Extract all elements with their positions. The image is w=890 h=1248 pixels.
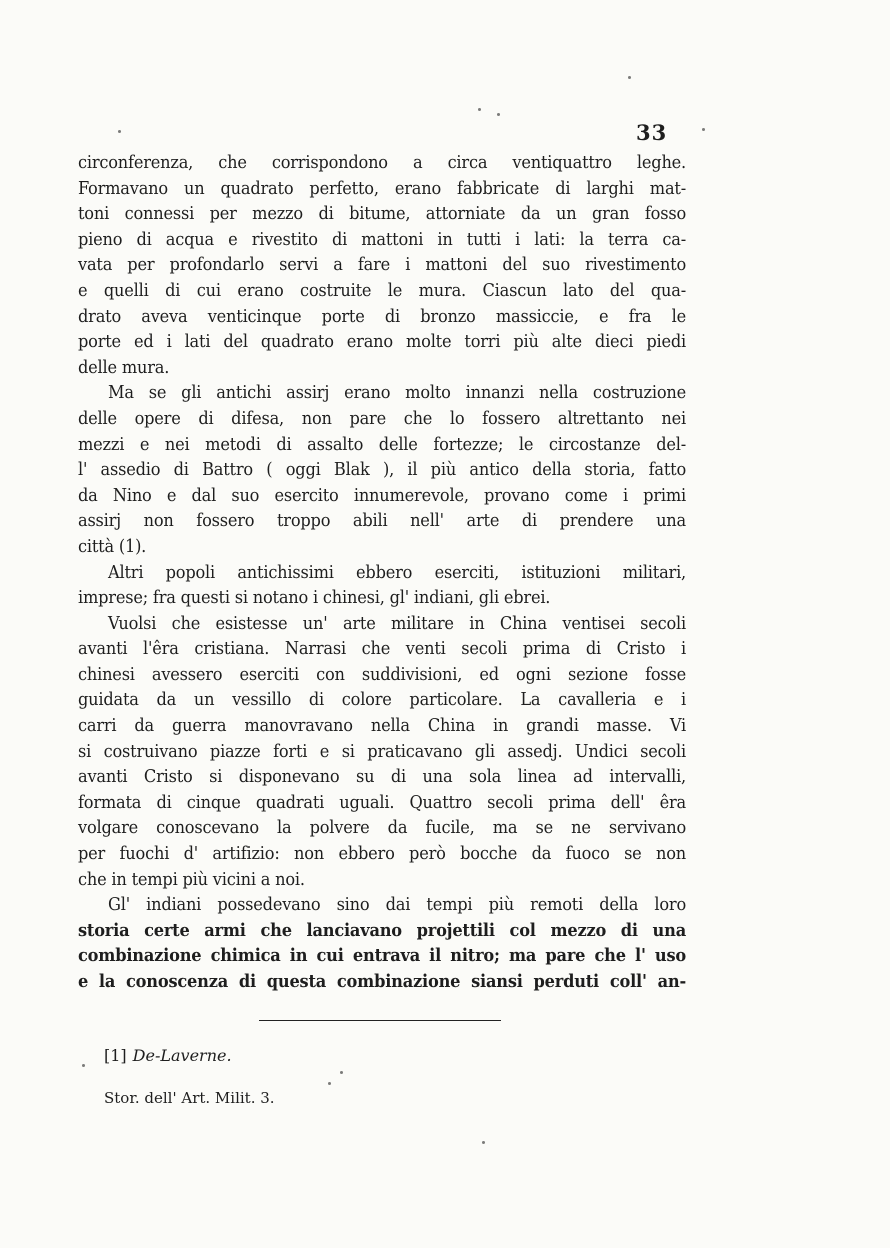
text-line: storia certe armi che lanciavano projettili col mezzo di una xyxy=(78,919,686,941)
text-line: circonferenza, che corrispondono a circa ventiquattro leghe. xyxy=(78,152,686,173)
footnote-marker: [1] xyxy=(104,1046,127,1065)
print-speck xyxy=(118,130,121,133)
signature-mark: Stor. dell' Art. Milit. 3. xyxy=(104,1089,275,1107)
text-line: per fuochi d' artifizio: non ebbero però bocche da fuoco se non xyxy=(78,843,686,865)
text-line: e la conoscenza di questa combinazione siansi perduti coll' an- xyxy=(78,971,686,992)
text-line: Altri popoli antichissimi ebbero eserciti, istituzioni militari, xyxy=(108,561,686,583)
text-line: vata per profondarlo servi a fare i mattoni del suo rivestimento xyxy=(78,254,686,276)
text-line: toni connessi per mezzo di bitume, attorniate da un gran fosso xyxy=(78,203,686,225)
footnote-divider xyxy=(259,1020,501,1021)
text-line: formata di cinque quadrati uguali. Quattro secoli prima dell' êra xyxy=(78,791,686,813)
text-line: chinesi avessero eserciti con suddivisioni, ed ogni sezione fosse xyxy=(78,663,686,685)
text-line: imprese; fra questi si notano i chinesi, gl' indiani, gli ebrei. xyxy=(78,587,551,609)
text-line: da Nino e dal suo esercito innumerevole, provano come i primi xyxy=(78,484,686,506)
text-line: Ma se gli antichi assirj erano molto innanzi nella costruzione xyxy=(108,382,686,404)
text-line: volgare conoscevano la polvere da fucile, ma se ne servivano xyxy=(78,817,686,839)
footnote xyxy=(104,1046,232,1065)
print-speck xyxy=(497,113,500,116)
text-line: carri da guerra manovravano nella China in grandi masse. Vi xyxy=(78,715,686,737)
text-line: si costruivano piazze forti e si praticavano gli assedj. Undici secoli xyxy=(78,740,686,762)
text-line: l' assedio di Battro ( oggi Blak ), il più antico della storia, fatto xyxy=(78,459,686,481)
text-line: mezzi e nei metodi di assalto delle fortezze; le circostanze del- xyxy=(78,433,686,455)
print-speck xyxy=(328,1082,331,1085)
text-line: città (1). xyxy=(78,535,147,557)
print-speck xyxy=(478,108,481,111)
text-line: Gl' indiani possedevano sino dai tempi più remoti della loro xyxy=(108,894,686,916)
text-line: Vuolsi che esistesse un' arte militare in China ventisei secoli xyxy=(108,612,686,634)
print-speck xyxy=(340,1071,343,1074)
text-line: che in tempi più vicini a noi. xyxy=(78,868,305,890)
text-line: avanti Cristo si disponevano su di una sola linea ad intervalli, xyxy=(78,766,686,788)
body-text xyxy=(78,150,686,995)
text-line: e quelli di cui erano costruite le mura. Ciascun lato del qua- xyxy=(78,279,686,301)
text-line: pieno di acqua e rivestito di mattoni in tutti i lati: la terra ca- xyxy=(78,228,686,250)
text-line: assirj non fossero troppo abili nell' arte di prendere una xyxy=(78,510,686,532)
text-line: drato aveva venticinque porte di bronzo massiccie, e fra le xyxy=(78,305,686,327)
print-speck xyxy=(702,128,705,131)
footnote-text: De-Laverne. xyxy=(132,1046,232,1065)
text-line: delle opere di difesa, non pare che lo fossero altrettanto nei xyxy=(78,407,686,429)
text-line: guidata da un vessillo di colore particolare. La cavalleria e i xyxy=(78,689,686,711)
print-speck xyxy=(82,1064,85,1067)
print-speck xyxy=(482,1141,485,1144)
text-line: porte ed i lati del quadrato erano molte torri più alte dieci piedi xyxy=(78,331,686,353)
page-number: 33 xyxy=(636,120,668,145)
text-line: combinazione chimica in cui entrava il nitro; ma pare che l' uso xyxy=(78,945,686,967)
text-line: avanti l'êra cristiana. Narrasi che venti secoli prima di Cristo i xyxy=(78,638,686,660)
print-speck xyxy=(628,76,631,79)
text-line: Formavano un quadrato perfetto, erano fabbricate di larghi mat- xyxy=(78,177,686,199)
text-line: delle mura. xyxy=(78,356,170,378)
